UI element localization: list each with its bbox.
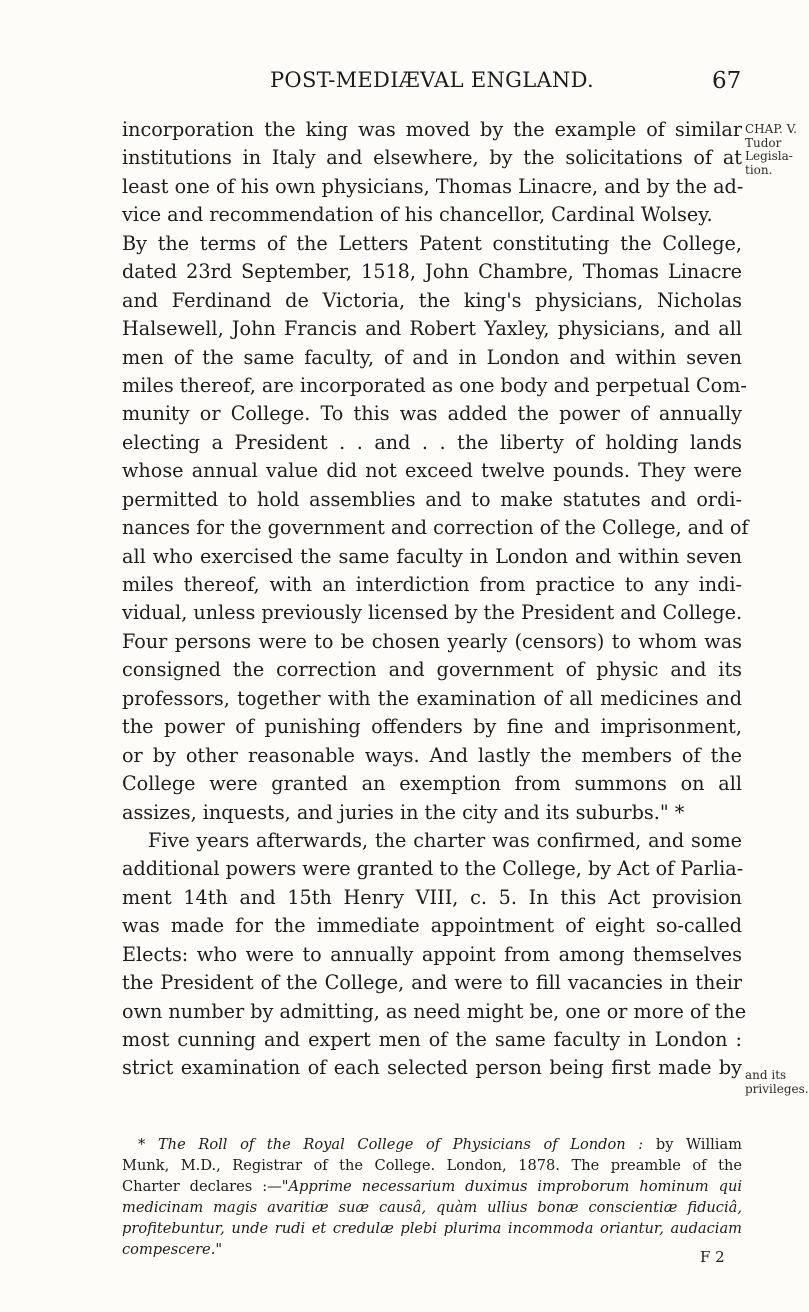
body-text bbox=[122, 116, 749, 1083]
margin-note-line: privileges. bbox=[745, 1081, 809, 1096]
footnote-line bbox=[122, 1176, 742, 1197]
body-line: Elects: who were to annually appoint from among themselves bbox=[122, 942, 742, 966]
running-head: POST-MEDIÆVAL ENGLAND. bbox=[270, 68, 594, 92]
footnote-line: Munk, M.D., Registrar of the College. London, 1878. The preamble of the bbox=[122, 1157, 742, 1174]
body-line: least one of his own physicians, Thomas Linacre, and by the ad- bbox=[122, 174, 744, 198]
body-line: Halsewell, John Francis and Robert Yaxley, physicians, and all bbox=[122, 317, 742, 341]
body-line: vice and recommendation of his chancellor, Cardinal Wolsey. bbox=[122, 203, 713, 227]
footnote-line bbox=[122, 1218, 742, 1239]
body-line: By the terms of the Letters Patent constituting the College, bbox=[122, 231, 742, 255]
body-line: dated 23rd September, 1518, John Chambre, Thomas Linacre bbox=[122, 260, 742, 284]
footnote-text: " bbox=[215, 1241, 223, 1258]
footnote-line bbox=[122, 1239, 742, 1260]
body-line: institutions in Italy and elsewhere, by the solicitations of at bbox=[122, 146, 742, 170]
body-line: ment 14th and 15th Henry VIII, c. 5. In this Act provision bbox=[122, 885, 742, 909]
page-header bbox=[0, 68, 800, 98]
body-line: the power of punishing offenders by fine and imprisonment, bbox=[122, 715, 742, 739]
body-line: Four persons were to be chosen yearly (censors) to whom was bbox=[122, 629, 742, 653]
margin-note-privileges bbox=[745, 1069, 809, 1096]
margin-note-line: Tudor bbox=[745, 135, 782, 150]
body-line: assizes, inquests, and juries in the city and its suburbs." * bbox=[122, 800, 685, 824]
margin-note-line: tion. bbox=[745, 162, 773, 177]
body-line: the President of the College, and were to fill vacancies in their bbox=[122, 971, 742, 995]
body-line: or by other reasonable ways. And lastly the members of the bbox=[122, 743, 742, 767]
body-line: vidual, unless previously licensed by the President and College. bbox=[122, 601, 743, 625]
body-line: most cunning and expert men of the same faculty in London : bbox=[122, 1028, 742, 1051]
signature-mark: F 2 bbox=[700, 1248, 725, 1266]
margin-note-line: Legisla- bbox=[745, 149, 793, 163]
body-line: Five years afterwards, the charter was confirmed, and some bbox=[148, 828, 742, 852]
body-line: all who exercised the same faculty in London and within seven bbox=[122, 544, 742, 568]
body-line: nances for the government and correction of the College, and of bbox=[122, 516, 749, 540]
body-line: incorporation the king was moved by the example of similar bbox=[122, 118, 742, 141]
body-line: consigned the correction and government of physic and its bbox=[122, 658, 742, 682]
margin-note-line: and its bbox=[745, 1068, 787, 1082]
margin-note-line: CHAP. V. bbox=[745, 122, 797, 136]
page-number: 67 bbox=[712, 68, 742, 94]
footnote-marker: * bbox=[138, 1136, 158, 1153]
body-line: men of the same faculty, of and in London and within seven bbox=[122, 345, 742, 369]
footnote-text: Charter declares :—" bbox=[122, 1178, 289, 1195]
body-line: miles thereof, are incorporated as one body and perpetual Com- bbox=[122, 373, 747, 397]
footnote-latin: compescere. bbox=[122, 1241, 216, 1258]
body-line: miles thereof, with an interdiction from practice to any indi- bbox=[122, 573, 742, 596]
body-line: whose annual value did not exceed twelve pounds. They were bbox=[122, 459, 742, 483]
footnote-latin: profitebuntur, unde rudi et credulæ plebi plurima incommoda oriantur, audaciam bbox=[122, 1220, 742, 1237]
margin-note-chapter bbox=[745, 123, 797, 177]
body-line: professors, together with the examination of all medicines and bbox=[122, 686, 742, 710]
body-line: and Ferdinand de Victoria, the king's physicians, Nicholas bbox=[122, 288, 742, 312]
body-line: munity or College. To this was added the power of annually bbox=[122, 402, 742, 426]
footnote-line bbox=[122, 1134, 742, 1155]
footnote bbox=[122, 1134, 742, 1260]
body-line: additional powers were granted to the College, by Act of Parlia- bbox=[122, 857, 744, 881]
footnote-line bbox=[122, 1197, 742, 1218]
body-line: College were granted an exemption from summons on all bbox=[122, 772, 742, 796]
body-line: electing a President . . and . . the liberty of holding lands bbox=[122, 430, 742, 454]
footnote-text: by William bbox=[643, 1136, 743, 1153]
body-line: permitted to hold assemblies and to make statutes and ordi- bbox=[122, 487, 742, 511]
footnote-title: The Roll of the Royal College of Physicians of London : bbox=[157, 1136, 644, 1153]
body-line: was made for the immediate appointment of eight so-called bbox=[122, 914, 742, 938]
body-line: strict examination of each selected person being first made by bbox=[122, 1056, 742, 1080]
footnote-latin: Apprime necessarium duximus improborum hominum qui bbox=[288, 1178, 743, 1195]
footnote-latin: medicinam magis avaritiæ suæ causâ, quàm ullius bonæ conscientiæ fiduciâ, bbox=[122, 1199, 742, 1216]
body-line: own number by admitting, as need might be, one or more of the bbox=[122, 999, 747, 1023]
